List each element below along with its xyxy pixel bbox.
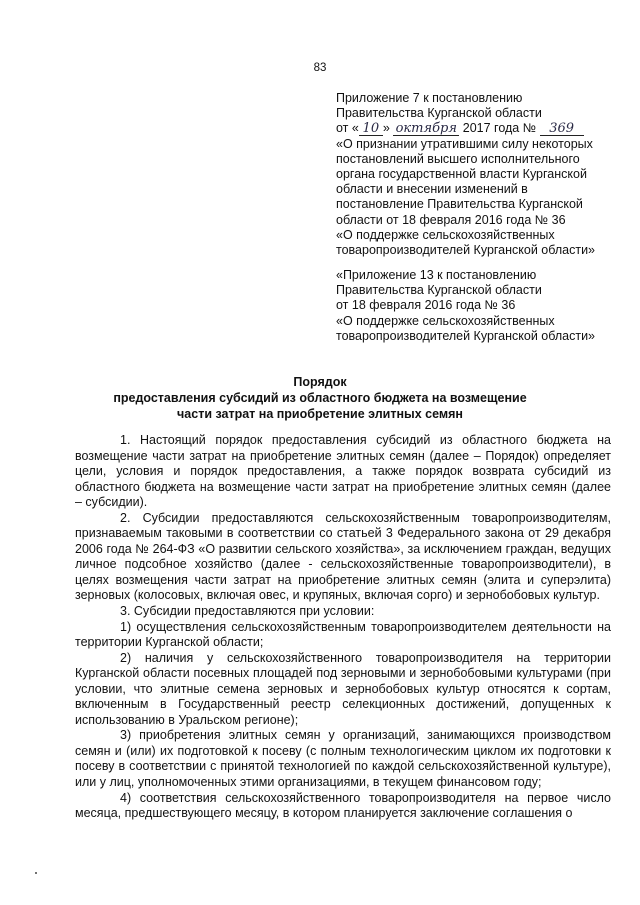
paragraph: 3. Субсидии предоставляются при условии: xyxy=(120,604,375,619)
paragraph: 3) приобретения элитных семян у организаций, занимающихся производством семян и (или) их подготовкой к посеву (с полным технологическим циклом их подготовки к посеву в соответствии с принятой технологией по каждой сельскохозяйственной культуре), или у лиц, уполномоченных этими организациями, в текущем финансовом году; xyxy=(75,728,611,790)
appendix-header xyxy=(336,91,626,258)
appendix-header-2 xyxy=(336,268,626,344)
paragraph: 2. Субсидии предоставляются сельскохозяйственным товаропроизводителям, признаваемым таковыми в соответствии со статьей 3 Федерального закона от 29 декабря 2006 года № 264-ФЗ «О развитии сельского хозяйства», за исключением граждан, ведущих личное подсобное хозяйство (далее - сельскохозяйственные товаропроизводители), в целях возмещения части затрат на приобретение элитных семян (элита и суперэлита) зерновых (колосовых, включая овес, и крупяных, включая сорго) и зернобобовых культур. xyxy=(75,510,611,603)
document-body xyxy=(75,433,611,822)
title-line: Порядок xyxy=(293,375,347,389)
paragraph: 4) соответствия сельскохозяйственного товаропроизводителя на первое число месяца, предшествующего месяцу, в котором планируется заключение соглашения о xyxy=(75,790,611,821)
appendix-line: Правительства Курганской области xyxy=(336,106,542,121)
page-number: 83 xyxy=(313,62,327,74)
title-line: предоставления субсидий из областного бюджета на возмещение xyxy=(113,391,527,405)
subject-line: постановлений высшего исполнительного xyxy=(336,151,580,166)
document-title xyxy=(40,374,600,422)
handwritten-day: 10 xyxy=(359,122,383,136)
subject-line: постановление Правительства Курганской xyxy=(336,197,583,212)
appendix2-line: Правительства Курганской области xyxy=(336,283,542,298)
appendix2-line: товаропроизводителей Курганской области» xyxy=(336,328,596,343)
subject-line: области и внесении изменений в xyxy=(336,182,528,197)
appendix-line: Приложение 7 к постановлению xyxy=(336,91,523,105)
appendix2-line: от 18 февраля 2016 года № 36 xyxy=(336,298,516,313)
handwritten-doc-number: 369 xyxy=(540,122,584,136)
date-mid: » xyxy=(382,121,390,136)
title-line: части затрат на приобретение элитных семян xyxy=(177,407,463,421)
paragraph: 1) осуществления сельскохозяйственным товаропроизводителем деятельности на территории Курганской области; xyxy=(75,619,611,650)
subject-line: «О признании утратившими силу некоторых xyxy=(336,136,593,151)
subject-line: органа государственной власти Курганской xyxy=(336,167,587,182)
appendix-date-line xyxy=(336,121,626,136)
subject-line: «О поддержке сельскохозяйственных xyxy=(336,227,555,242)
handwritten-month: октября xyxy=(393,122,459,136)
subject-line: области от 18 февраля 2016 года № 36 xyxy=(336,212,566,227)
subject-line: товаропроизводителей Курганской области» xyxy=(336,243,596,258)
appendix2-line: «О поддержке сельскохозяйственных xyxy=(336,313,555,328)
paragraph: 2) наличия у сельскохозяйственного товаропроизводителя на территории Курганской области посевных площадей под зерновыми и зернобобовыми культурами (при условии, что элитные семена зерновых и зернобобовых культур относятся к сортам, включенным в Государственный реестр селекционных достижений, допущенных к использованию в Уральском регионе); xyxy=(75,650,611,727)
scan-speck xyxy=(35,872,37,874)
paragraph: 1. Настоящий порядок предоставления субсидий из областного бюджета на возмещение части затрат на приобретение элитных семян (далее – Порядок) определяет цели, условия и порядок предоставления, а также порядок возврата субсидий из областного бюджета на возмещение части затрат на приобретение элитных семян (далее – субсидии). xyxy=(75,433,611,510)
date-prefix: от « xyxy=(336,121,359,136)
date-year: 2017 года № xyxy=(462,121,537,136)
appendix2-line: «Приложение 13 к постановлению xyxy=(336,268,537,282)
